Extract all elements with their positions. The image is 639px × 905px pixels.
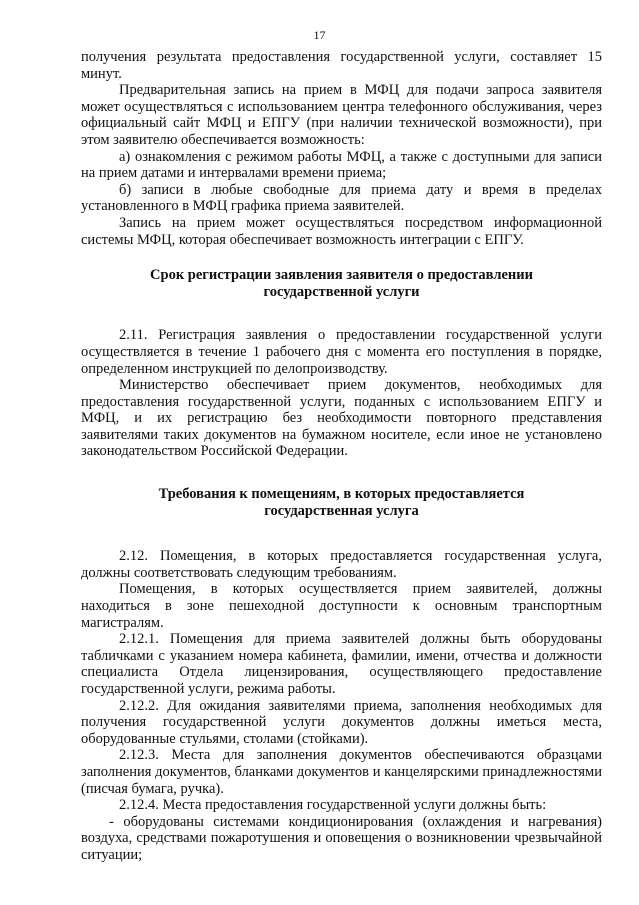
paragraph: 2.12. Помещения, в которых предоставляется государственная услуга, должны соответствовать следующим требованиям. bbox=[81, 548, 602, 581]
document-body bbox=[81, 49, 602, 864]
list-item: а) ознакомления с режимом работы МФЦ, а также с доступными для записи на прием датами и интервалами времени приема; bbox=[81, 148, 602, 182]
paragraph: 2.12.1. Помещения для приема заявителей должны быть оборудованы табличками с указанием номера кабинета, фамилии, имени, отчества и должности специалиста Отдела лицензирования, осуществляющего предоставление государственной услуги, режима работы. bbox=[81, 631, 602, 697]
paragraph: 2.12.2. Для ожидания заявителями приема, заполнения необходимых для получения государственной услуги документов должны иметься места, оборудованные стульями, столами (стойками). bbox=[81, 697, 602, 747]
paragraph: Министерство обеспечивает прием документов, необходимых для предоставления государственной услуги, поданных с использованием ЕПГУ и МФЦ, и их регистрацию без необходимости повторного представления заявителями таких документов на бумажном носителе, если иное не установлено законодательством Российской Федерации. bbox=[81, 377, 602, 460]
paragraph: Предварительная запись на прием в МФЦ для подачи запроса заявителя может осуществляться с использованием центра телефонного обслуживания, через официальный сайт МФЦ и ЕПГУ (при наличии технической возможности), при этом заявителю обеспечивается возможность: bbox=[81, 82, 602, 148]
paragraph: Помещения, в которых осуществляется прием заявителей, должны находиться в зоне пешеходной доступности к основным транспортным магистралям. bbox=[81, 581, 602, 631]
paragraph: получения результата предоставления государственной услуги, составляет 15 минут. bbox=[81, 49, 602, 82]
paragraph: 2.12.3. Места для заполнения документов обеспечиваются образцами заполнения документов, бланками документов и канцелярскими принадлежностями (писчая бумага, ручка). bbox=[81, 747, 602, 797]
page-number: 17 bbox=[313, 28, 326, 42]
section-heading: Срок регистрации заявления заявителя о предоставлении государственной услуги bbox=[150, 267, 533, 300]
paragraph: Запись на прием может осуществляться посредством информационной системы МФЦ, которая обеспечивает возможность интеграции с ЕПГУ. bbox=[81, 214, 602, 248]
list-item: - оборудованы системами кондиционирования (охлаждения и нагревания) воздуха, средствами пожаротушения и оповещения о возникновении чрезвычайной ситуации; bbox=[81, 813, 602, 863]
list-item: б) записи в любые свободные для приема дату и время в пределах установленного в МФЦ графика приема заявителей. bbox=[81, 181, 602, 215]
paragraph: 2.11. Регистрация заявления о предоставлении государственной услуги осуществляется в течение 1 рабочего дня с момента его поступления в порядке, определенном инструкцией по делопроизводству. bbox=[81, 327, 602, 377]
paragraph: 2.12.4. Места предоставления государственной услуги должны быть: bbox=[119, 797, 547, 814]
section-heading: Требования к помещениям, в которых предоставляется государственная услуга bbox=[158, 486, 525, 519]
